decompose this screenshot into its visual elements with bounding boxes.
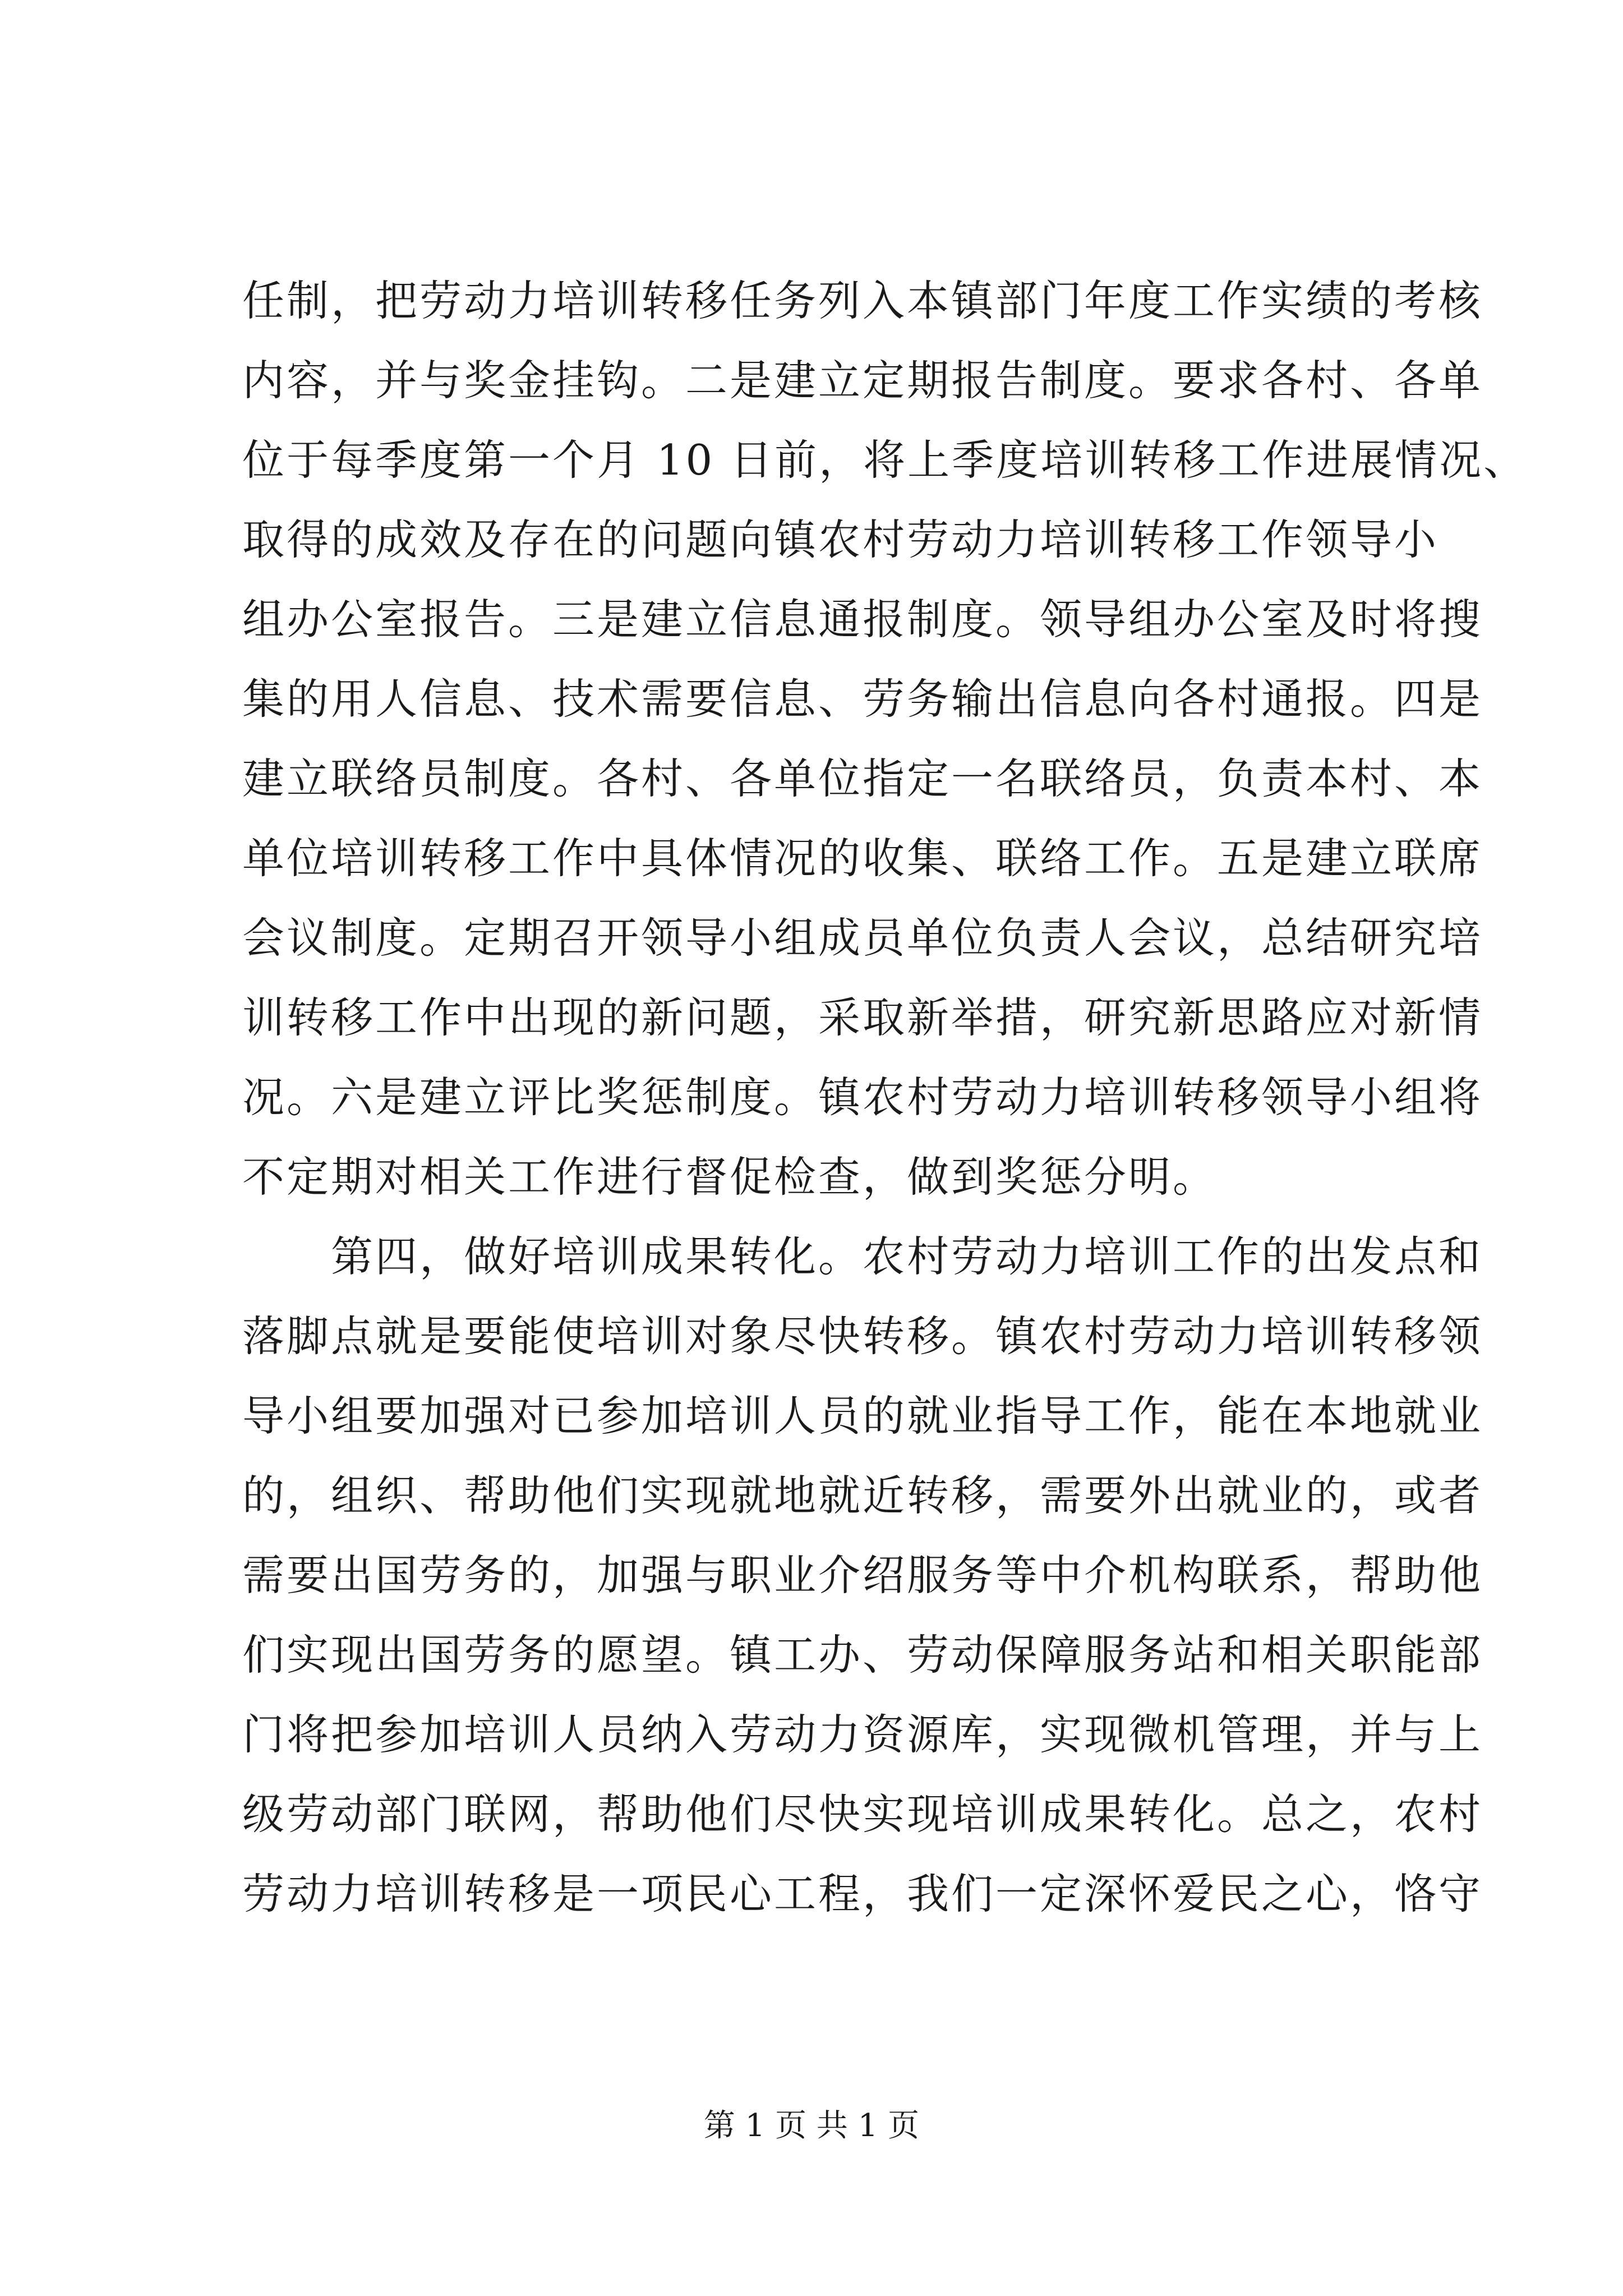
text-line: 不定期对相关工作进行督促检查，做到奖惩分明。 xyxy=(242,1152,1218,1202)
text-line: 落脚点就是要能使培训对象尽快转移。镇农村劳动力培训转移领 xyxy=(242,1312,1483,1361)
text-line: 单位培训转移工作中具体情况的收集、联络工作。五是建立联席 xyxy=(242,834,1483,883)
text-line: 况。六是建立评比奖惩制度。镇农村劳动力培训转移领导小组将 xyxy=(242,1073,1483,1122)
text-line: 门将把参加培训人员纳入劳动力资源库，实现微机管理，并与上 xyxy=(242,1710,1483,1759)
text-line: 需要出国劳务的，加强与职业介绍服务等中介机构联系，帮助他 xyxy=(242,1550,1483,1600)
text-line: 取得的成效及存在的问题向镇农村劳动力培训转移工作领导小 xyxy=(242,515,1439,564)
text-line: 内容，并与奖金挂钩。二是建立定期报告制度。要求各村、各单 xyxy=(242,356,1483,405)
text-line: 位于每季度第一个月 10 日前，将上季度培训转移工作进展情况、 xyxy=(242,435,1528,485)
text-line: 劳动力培训转移是一项民心工程，我们一定深怀爱民之心，恪守 xyxy=(242,1869,1483,1918)
text-line: 任制，把劳动力培训转移任务列入本镇部门年度工作实绩的考核 xyxy=(242,276,1483,325)
text-line: 导小组要加强对已参加培训人员的就业指导工作，能在本地就业 xyxy=(242,1391,1483,1441)
text-line: 集的用人信息、技术需要信息、劳务输出信息向各村通报。四是 xyxy=(242,674,1483,724)
document-body xyxy=(242,261,1528,1934)
text-line: 会议制度。定期召开领导小组成员单位负责人会议，总结研究培 xyxy=(242,913,1483,963)
text-line: 第四，做好培训成果转化。农村劳动力培训工作的出发点和 xyxy=(242,1232,1483,1281)
text-line: 组办公室报告。三是建立信息通报制度。领导组办公室及时将搜 xyxy=(242,595,1483,644)
text-line: 级劳动部门联网，帮助他们尽快实现培训成果转化。总之，农村 xyxy=(242,1789,1483,1839)
page-number-footer: 第 1 页 共 1 页 xyxy=(703,2108,920,2144)
text-line: 建立联络员制度。各村、各单位指定一名联络员，负责本村、本 xyxy=(242,754,1483,803)
text-line: 训转移工作中出现的新问题，采取新举措，研究新思路应对新情 xyxy=(242,993,1483,1042)
text-line: 们实现出国劳务的愿望。镇工办、劳动保障服务站和相关职能部 xyxy=(242,1630,1483,1680)
text-line: 的，组织、帮助他们实现就地就近转移，需要外出就业的，或者 xyxy=(242,1471,1483,1520)
